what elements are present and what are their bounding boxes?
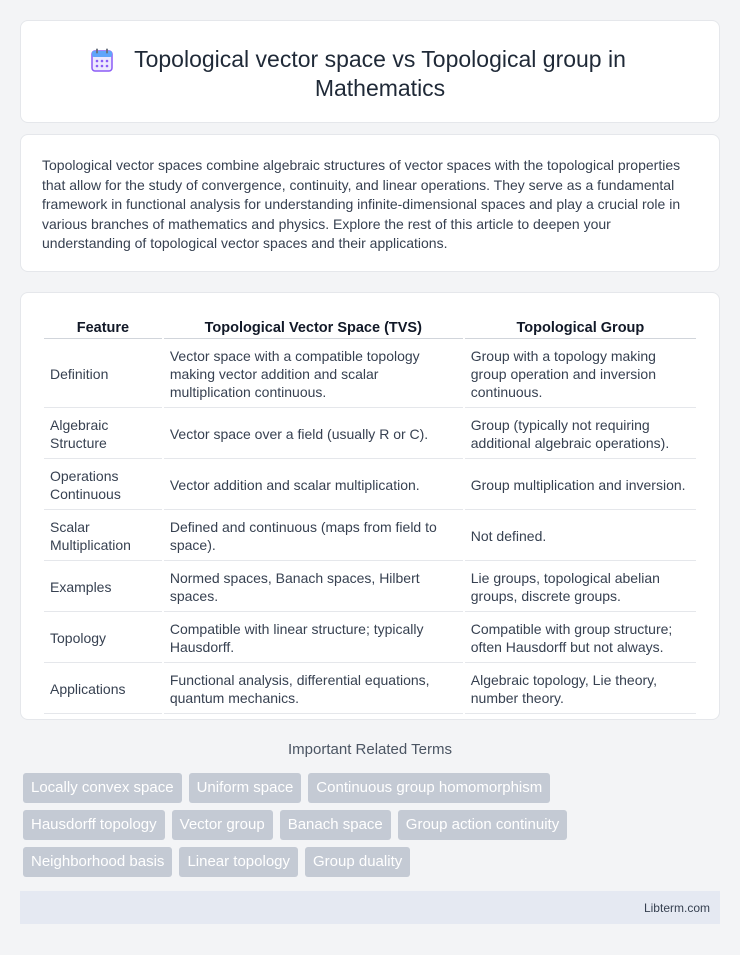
tvs-cell: Vector addition and scalar multiplication. bbox=[164, 461, 463, 510]
table-row bbox=[44, 341, 696, 408]
title-card bbox=[20, 20, 720, 123]
footer-site-link[interactable]: Libterm.com bbox=[643, 901, 710, 915]
tvs-cell: Vector space with a compatible topology making vector addition and scalar multiplication continuous. bbox=[164, 341, 463, 408]
feature-cell: Examples bbox=[44, 563, 162, 612]
page-title: Topological vector space vs Topological group in Mathematics bbox=[134, 46, 626, 101]
group-cell: Compatible with group structure; often Hausdorff but not always. bbox=[465, 614, 696, 663]
tag-hausdorff-topology[interactable]: Hausdorff topology bbox=[23, 810, 165, 840]
table-row bbox=[44, 614, 696, 663]
tag-neighborhood-basis[interactable]: Neighborhood basis bbox=[23, 847, 172, 877]
related-terms-heading: Important Related Terms bbox=[288, 741, 452, 758]
tag-group-action-continuity[interactable]: Group action continuity bbox=[398, 810, 567, 840]
group-cell: Algebraic topology, Lie theory, number theory. bbox=[465, 665, 696, 714]
group-cell: Group (typically not requiring additional algebraic operations). bbox=[465, 410, 696, 459]
column-header-tvs: Topological Vector Space (TVS) bbox=[164, 319, 463, 339]
intro-paragraph: Topological vector spaces combine algebraic structures of vector spaces with the topological properties that allow for the study of convergence, continuity, and linear operations. They serve as a fundamental framework in functional analysis for understanding infinite-dimensional spaces and play a crucial role in various branches of mathematics and physics. Explore the rest of this article to deepen your understanding of topological vector spaces and their applications. bbox=[42, 157, 681, 252]
group-cell: Group multiplication and inversion. bbox=[465, 461, 696, 510]
tag-row bbox=[23, 773, 713, 803]
table-row bbox=[44, 410, 696, 459]
tvs-cell: Vector space over a field (usually R or C). bbox=[164, 410, 463, 459]
table-header-row bbox=[44, 319, 696, 339]
feature-cell: Definition bbox=[44, 341, 162, 408]
tag-linear-topology[interactable]: Linear topology bbox=[179, 847, 298, 877]
tag-vector-group[interactable]: Vector group bbox=[172, 810, 273, 840]
feature-cell: Topology bbox=[44, 614, 162, 663]
tag-continuous-group-homomorphism[interactable]: Continuous group homomorphism bbox=[308, 773, 550, 803]
table-row bbox=[44, 512, 696, 561]
group-cell: Lie groups, topological abelian groups, discrete groups. bbox=[465, 563, 696, 612]
table-row bbox=[44, 461, 696, 510]
tag-row bbox=[23, 847, 713, 877]
column-header-group: Topological Group bbox=[465, 319, 696, 339]
tag-uniform-space[interactable]: Uniform space bbox=[189, 773, 302, 803]
group-cell: Not defined. bbox=[465, 512, 696, 561]
tag-banach-space[interactable]: Banach space bbox=[280, 810, 391, 840]
tvs-cell: Compatible with linear structure; typically Hausdorff. bbox=[164, 614, 463, 663]
feature-cell: Scalar Multiplication bbox=[44, 512, 162, 561]
comparison-table-card bbox=[20, 292, 720, 720]
tag-row bbox=[23, 810, 713, 840]
feature-cell: Operations Continuous bbox=[44, 461, 162, 510]
group-cell: Group with a topology making group operation and inversion continuous. bbox=[465, 341, 696, 408]
related-terms-list bbox=[23, 773, 713, 884]
intro-card bbox=[20, 134, 720, 272]
footer bbox=[20, 891, 720, 924]
tag-group-duality[interactable]: Group duality bbox=[305, 847, 410, 877]
comparison-table bbox=[42, 317, 698, 716]
tvs-cell: Functional analysis, differential equations, quantum mechanics. bbox=[164, 665, 463, 714]
table-row bbox=[44, 563, 696, 612]
column-header-feature: Feature bbox=[44, 319, 162, 339]
feature-cell: Applications bbox=[44, 665, 162, 714]
tag-locally-convex-space[interactable]: Locally convex space bbox=[23, 773, 182, 803]
tvs-cell: Normed spaces, Banach spaces, Hilbert spaces. bbox=[164, 563, 463, 612]
tvs-cell: Defined and continuous (maps from field to space). bbox=[164, 512, 463, 561]
feature-cell: Algebraic Structure bbox=[44, 410, 162, 459]
table-row bbox=[44, 665, 696, 714]
